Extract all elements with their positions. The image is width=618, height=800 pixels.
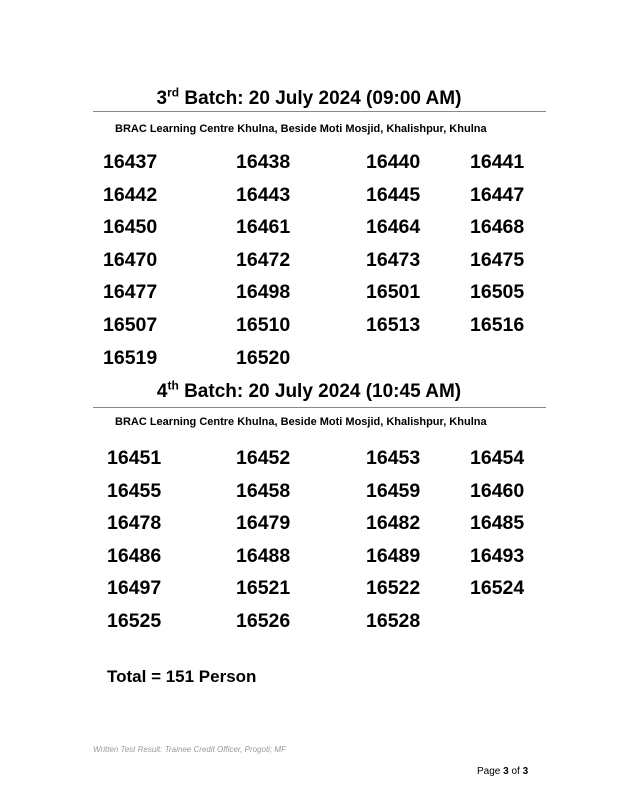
roll-number: 16524 [470, 577, 525, 600]
roll-number: 16468 [470, 216, 525, 239]
roll-number: 16477 [103, 281, 158, 304]
roll-number: 16459 [366, 479, 421, 502]
roll-number: 16458 [236, 479, 291, 502]
roll-number: 16453 [366, 447, 421, 469]
roll-number: 16497 [107, 577, 162, 600]
batch4-divider [93, 407, 546, 408]
roll-number: 16479 [236, 512, 291, 535]
batch4-ordinal-suffix: th [167, 378, 179, 393]
roll-number: 16485 [470, 512, 525, 535]
roll-number: 16437 [103, 151, 158, 173]
roll-number: 16519 [103, 346, 158, 369]
page-number [477, 766, 528, 777]
batch4-title [0, 378, 618, 403]
roll-number: 16438 [236, 151, 291, 173]
batch4-ordinal-number: 4 [156, 381, 168, 402]
roll-number: 16442 [103, 183, 158, 206]
roll-number: 16526 [236, 610, 291, 632]
roll-number: 16470 [103, 248, 158, 271]
roll-number: 16493 [470, 544, 525, 567]
roll-number: 16501 [366, 281, 421, 304]
roll-number: 16460 [470, 479, 525, 502]
roll-number: 16488 [236, 544, 291, 567]
roll-number: 16505 [470, 281, 525, 304]
roll-number: 16464 [366, 216, 421, 239]
roll-number: 16447 [470, 183, 525, 206]
roll-number: 16475 [470, 248, 525, 271]
page-total: 3 [522, 766, 529, 777]
roll-number: 16441 [470, 151, 525, 173]
roll-number: 16443 [236, 183, 291, 206]
roll-number: 16445 [366, 183, 421, 206]
roll-number: 16473 [366, 248, 421, 271]
roll-number: 16528 [366, 610, 421, 632]
roll-number: 16525 [107, 610, 162, 632]
roll-number: 16498 [236, 281, 291, 304]
roll-number: 16510 [236, 314, 291, 336]
batch4-title-text: Batch: 20 July 2024 (10:45 AM) [178, 381, 462, 402]
page-current: 3 [503, 766, 509, 777]
roll-number: 16454 [470, 447, 525, 469]
batch3-ordinal-number: 3 [156, 88, 168, 109]
roll-number: 16472 [236, 248, 291, 271]
batch3-divider [93, 111, 546, 112]
roll-number: 16450 [103, 216, 158, 239]
roll-number: 16440 [366, 151, 421, 173]
batch3-title [0, 85, 618, 110]
roll-number: 16478 [107, 512, 162, 535]
total-count: Total = 151 Person [107, 667, 257, 686]
batch3-title-text: Batch: 20 July 2024 (09:00 AM) [179, 88, 462, 109]
roll-number: 16522 [366, 577, 421, 600]
roll-number: 16516 [470, 314, 525, 336]
footer-note: Written Test Result: Trainee Credit Officer, Progoti; MF [93, 745, 286, 754]
roll-number: 16451 [107, 447, 162, 469]
roll-number: 16482 [366, 512, 421, 535]
page-label: Page [477, 766, 501, 777]
roll-number: 16452 [236, 447, 291, 469]
batch3-venue: BRAC Learning Centre Khulna, Beside Moti Mosjid, Khalishpur, Khulna [115, 123, 487, 135]
roll-number: 16513 [366, 314, 421, 336]
page-of: of [511, 766, 520, 777]
roll-number: 16461 [236, 216, 291, 239]
roll-number: 16455 [107, 479, 162, 502]
roll-number: 16486 [107, 544, 162, 567]
roll-number: 16520 [236, 346, 291, 369]
batch3-ordinal-suffix: rd [167, 85, 180, 100]
batch4-venue: BRAC Learning Centre Khulna, Beside Moti Mosjid, Khalishpur, Khulna [115, 416, 487, 428]
roll-number: 16507 [103, 314, 158, 336]
roll-number: 16521 [236, 577, 291, 600]
roll-number: 16489 [366, 544, 421, 567]
